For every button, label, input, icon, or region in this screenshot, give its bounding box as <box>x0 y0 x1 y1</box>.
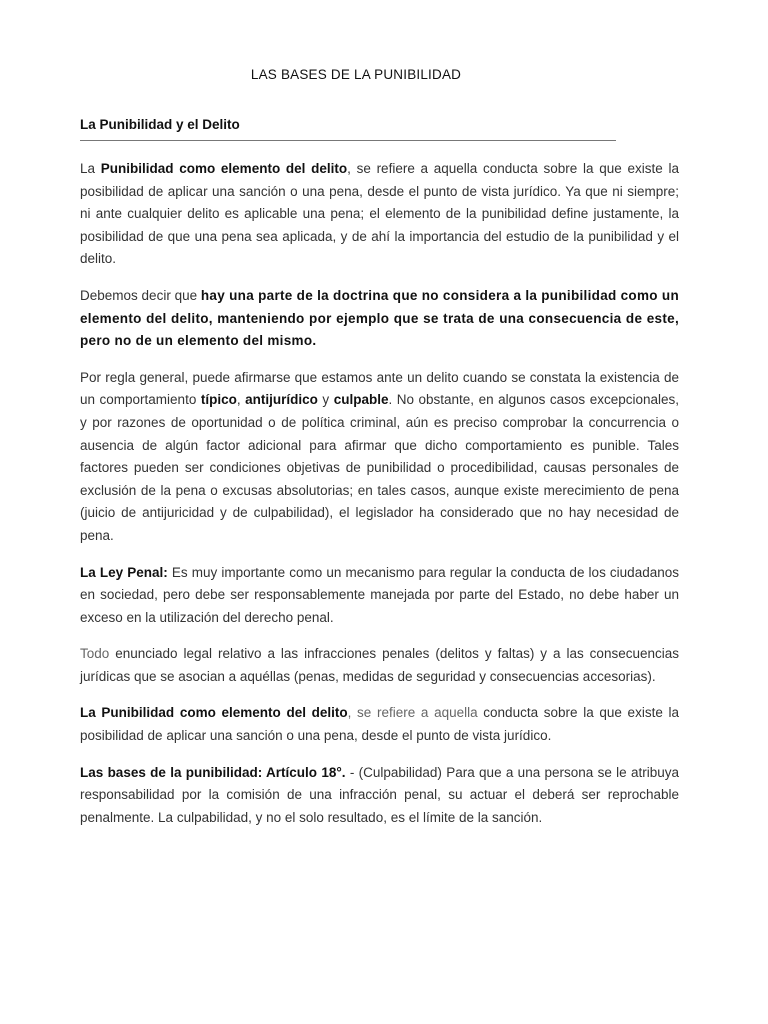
p5-text-b: enunciado legal relativo a las infracciones penales (delitos y faltas) y a las consecuencias jurídicas que se asocian a aquéllas (penas, medidas de seguridad y consecuencias accesorias). <box>80 646 679 684</box>
document-body <box>80 158 679 843</box>
p6-text-b: , se refiere a aquella <box>347 705 478 721</box>
p3-text-e: y <box>317 392 334 408</box>
p3-text-g: . No obstante, en algunos casos excepcionales, y por razones de oportunidad o de política criminal, aún es preciso comprobar la concurrencia o ausencia de algún factor adicional para afirmar que dicho comportamiento es punible. Tales factores pueden ser condiciones objetivas de punibilidad o procedibilidad, causas personales de exclusión de la pena o excusas absolutorias; en tales casos, aunque existe merecimiento de pena (juicio de antijuricidad y de culpabilidad), el legislador ha considerado que no hay necesidad de pena. <box>80 392 680 543</box>
paragraph-6 <box>80 702 679 747</box>
p6-text-c: conducta sobre la que existe la posibilidad de aplicar una sanción o una pena, desde el punto de vista jurídico. <box>80 705 680 744</box>
p2-text-a: Debemos decir que <box>80 287 201 303</box>
p3-bold-antijuridico: antijurídico <box>245 392 318 408</box>
paragraph-4 <box>80 562 679 630</box>
p7-text-b: - (Culpabilidad) Para que a una persona se le atribuya responsabilidad por la comisión de una infracción penal, su actuar el deberá ser reprochable penalmente. La culpabilidad, y no el solo resultado, es el límite de la sanción. <box>80 764 679 825</box>
p4-text-b: Es muy importante como un mecanismo para regular la conducta de los ciudadanos en sociedad, pero debe ser responsablemente manejada por parte del Estado, no debe haber un exceso en la utilización del derecho penal. <box>80 564 679 625</box>
p7-bold-article: Las bases de la punibilidad: Artículo 18°. <box>80 764 346 780</box>
paragraph-7 <box>80 762 679 830</box>
p3-bold-culpable: culpable <box>333 392 389 408</box>
document-title: LAS BASES DE LA PUNIBILIDAD <box>250 67 462 82</box>
paragraph-3 <box>80 367 679 548</box>
p6-bold-term: La Punibilidad como elemento del delito <box>80 705 348 721</box>
p1-text-a: La <box>80 161 101 176</box>
p1-bold-term: Punibilidad como elemento del delito <box>100 161 348 176</box>
p3-bold-tipico: típico <box>200 392 237 408</box>
p3-text-c: , <box>236 392 246 408</box>
p5-text-todo: Todo <box>80 646 110 662</box>
p2-bold-statement: hay una parte de la doctrina que no considera a la punibilidad como un elemento del delito, manteniendo por ejemplo que se trata de una consecuencia de este, pero no de un elemento del mismo. <box>80 287 679 349</box>
paragraph-2 <box>80 285 679 353</box>
p3-text-a: Por regla general, puede afirmarse que estamos ante un delito cuando se constata la existencia de un comportamiento <box>80 369 679 408</box>
paragraph-1 <box>80 158 679 271</box>
p4-bold-ley-penal: La Ley Penal: <box>80 564 168 580</box>
p1-text-c: , se refiere a aquella conducta sobre la que existe la posibilidad de aplicar una sanción o una pena, desde el punto de vista jurídico. Ya que ni siempre; ni ante cualquier delito es aplicable una pena; el elemento de la punibilidad define justamente, la posibilidad de que una pena sea aplicada, y de ahí la importancia del estudio de la punibilidad y el delito. <box>80 161 679 267</box>
paragraph-5 <box>80 643 679 688</box>
section-heading: La Punibilidad y el Delito <box>80 117 616 141</box>
